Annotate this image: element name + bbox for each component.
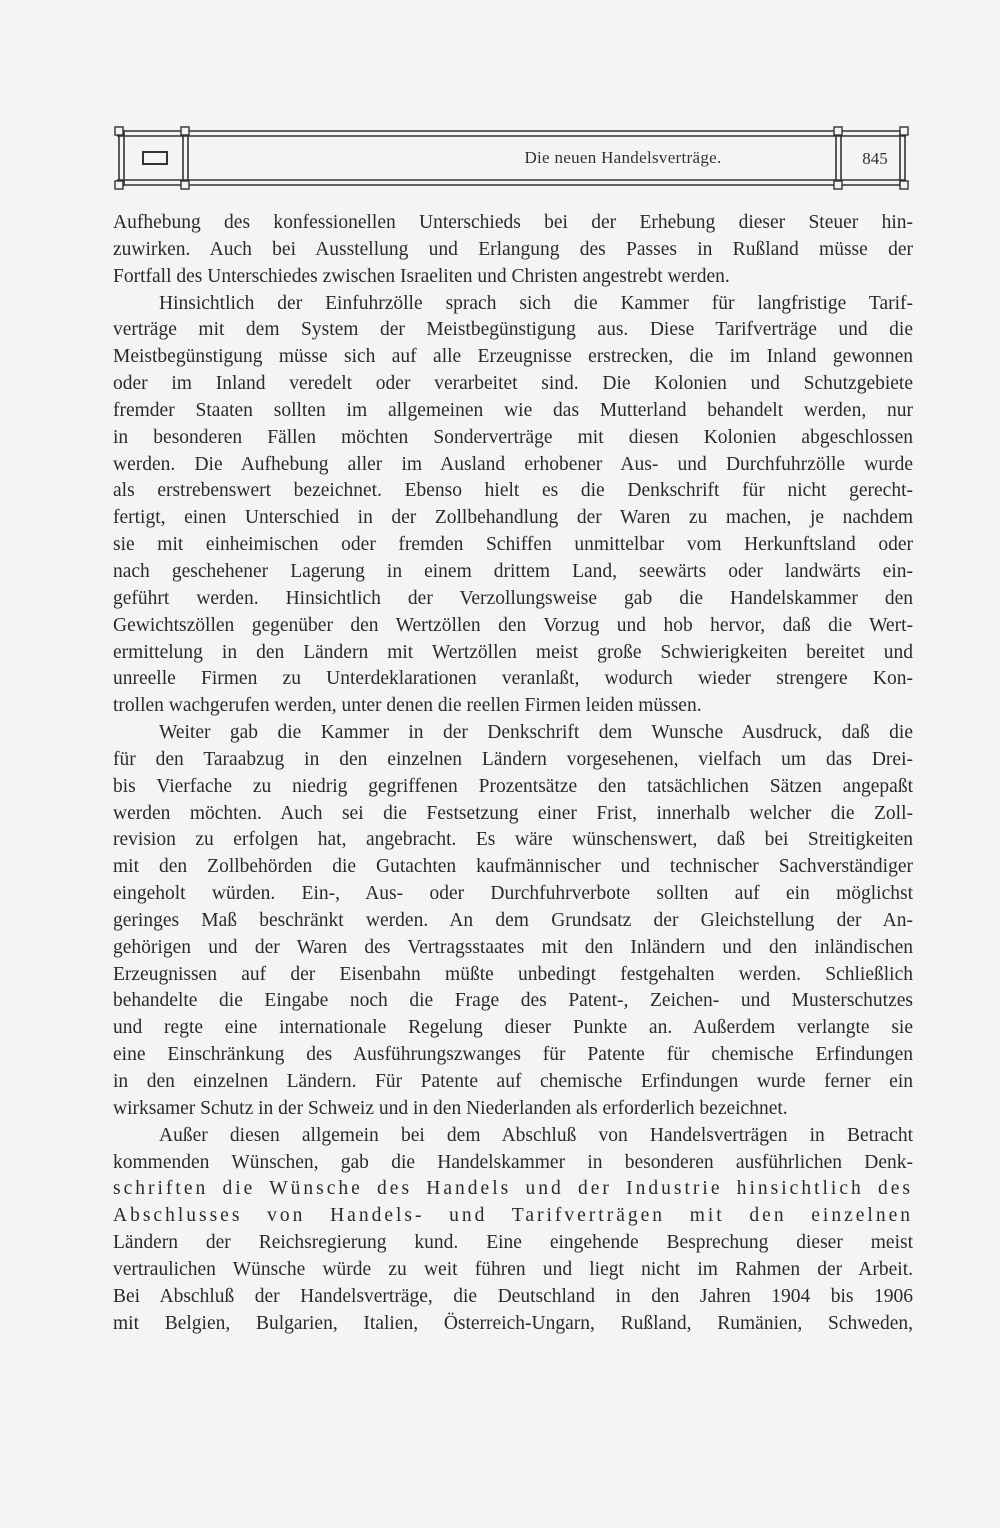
text-line: behandelte die Eingabe noch die Frage des Patent-, Zeichen- und Musterschutzes: [113, 990, 913, 1012]
rectangular-box-ornament-icon: [143, 152, 167, 164]
text-line: geringes Maß beschränkt werden. An dem Grundsatz der Gleichstellung der An-: [113, 909, 913, 931]
text-line: Fortfall des Unterschiedes zwischen Israeliten und Christen angestrebt werden.: [113, 265, 730, 287]
text-line: geführt werden. Hinsichtlich der Verzollungsweise gab die Handelskammer den: [113, 587, 913, 609]
text-line: ermittelung in den Ländern mit Wertzöllen meist große Schwierigkeiten bereitet und: [113, 641, 913, 663]
text-line: trollen wachgerufen werden, unter denen die reellen Firmen leiden müssen.: [113, 695, 702, 717]
text-line: vertraulichen Wünsche würde zu weit führen und liegt nicht im Rahmen der Arbeit.: [113, 1258, 913, 1280]
page-header: [113, 126, 910, 190]
text-line: unreelle Firmen zu Unterdeklarationen veranlaßt, wodurch wieder strengere Kon-: [113, 668, 913, 690]
text-line: revision zu erfolgen hat, angebracht. Es wäre wünschenswert, daß bei Streitigkeiten: [113, 829, 913, 851]
text-line: mit Belgien, Bulgarien, Italien, Österreich-Ungarn, Rußland, Rumänien, Schweden,: [113, 1312, 913, 1334]
text-line: Aufhebung des konfessionellen Unterschieds bei der Erhebung dieser Steuer hin-: [113, 212, 913, 233]
text-line: für den Taraabzug in den einzelnen Ländern vorgesehenen, vielfach um das Drei-: [113, 748, 913, 770]
body-text: [113, 210, 913, 1337]
text-line: eine Einschränkung des Ausführungszwanges für Patente für chemische Erfindungen: [113, 1044, 913, 1066]
text-line: als erstrebenswert bezeichnet. Ebenso hielt es die Denkschrift für nicht gerecht-: [113, 480, 913, 502]
text-line: zuwirken. Auch bei Ausstellung und Erlangung des Passes in Rußland müsse der: [113, 238, 913, 260]
text-line: verträge mit dem System der Meistbegünstigung aus. Diese Tarifverträge und die: [113, 319, 913, 341]
text-line: fremder Staaten sollten im allgemeinen wie das Mutterland behandelt werden, nur: [113, 399, 913, 421]
text-line: oder im Inland veredelt oder verarbeitet sind. Die Kolonien und Schutzgebiete: [113, 373, 913, 395]
text-line: wirksamer Schutz in der Schweiz und in den Niederlanden als erforderlich bezeichnet.: [113, 1097, 788, 1119]
text-line: mit den Zollbehörden die Gutachten kaufmännischer und technischer Sachverständiger: [113, 856, 913, 878]
text-line: Erzeugnissen auf der Eisenbahn müßte unbedingt festgehalten werden. Schließlich: [113, 963, 913, 985]
text-line: Ländern der Reichsregierung kund. Eine eingehende Besprechung dieser meist: [113, 1232, 913, 1254]
text-line: und regte eine internationale Regelung dieser Punkte an. Außerdem verlangte sie: [113, 1017, 913, 1039]
text-line: in besonderen Fällen möchten Sonderverträge mit diesen Kolonien abgeschlossen: [113, 426, 913, 448]
text-line: Außer diesen allgemein bei dem Abschluß von Handelsverträgen in Betracht: [159, 1124, 913, 1146]
text-line: fertigt, einen Unterschied in der Zollbehandlung der Waren zu machen, je nachdem: [113, 507, 913, 529]
text-line: sie mit einheimischen oder fremden Schiffen unmittelbar vom Herkunftsland oder: [113, 534, 913, 556]
text-line: Bei Abschluß der Handelsverträge, die Deutschland in den Jahren 1904 bis 1906: [113, 1285, 913, 1307]
text-line: werden. Die Aufhebung aller im Ausland erhobener Aus- und Durchfuhrzölle wurde: [113, 453, 913, 475]
running-title: Die neuen Handelsverträge.: [524, 148, 722, 167]
text-line: schriften die Wünsche des Handels und der Industrie hinsichtlich des: [113, 1178, 913, 1200]
text-line: Weiter gab die Kammer in der Denkschrift dem Wunsche Ausdruck, daß die: [159, 722, 913, 744]
text-line: kommenden Wünschen, gab die Handelskammer in besonderen ausführlichen Denk-: [113, 1151, 913, 1173]
text-line: bis Vierfache zu niedrig gegriffenen Prozentsätze den tatsächlichen Sätzen angepaßt: [113, 775, 913, 797]
page-number: 845: [862, 149, 888, 168]
text-line: Hinsichtlich der Einfuhrzölle sprach sich die Kammer für langfristige Tarif-: [159, 292, 913, 314]
text-line: Gewichtszöllen gegenüber den Wertzöllen den Vorzug und hob hervor, daß die Wert-: [113, 614, 913, 636]
text-line: Meistbegünstigung müsse sich auf alle Erzeugnisse erstrecken, die im Inland gewonnen: [113, 346, 913, 368]
text-line: in den einzelnen Ländern. Für Patente auf chemische Erfindungen wurde ferner ein: [113, 1071, 913, 1092]
text-line: gehörigen und der Waren des Vertragsstaates mit den Inländern und den inländischen: [113, 936, 913, 958]
text-line: nach geschehener Lagerung in einem drittem Land, seewärts oder landwärts ein-: [113, 560, 913, 582]
text-line: eingeholt würden. Ein-, Aus- oder Durchfuhrverbote sollten auf ein möglichst: [113, 883, 913, 905]
text-line: Abschlusses von Handels- und Tarifverträgen mit den einzelnen: [113, 1205, 913, 1227]
text-line: werden möchten. Auch sei die Festsetzung einer Frist, innerhalb welcher die Zoll-: [113, 802, 913, 824]
